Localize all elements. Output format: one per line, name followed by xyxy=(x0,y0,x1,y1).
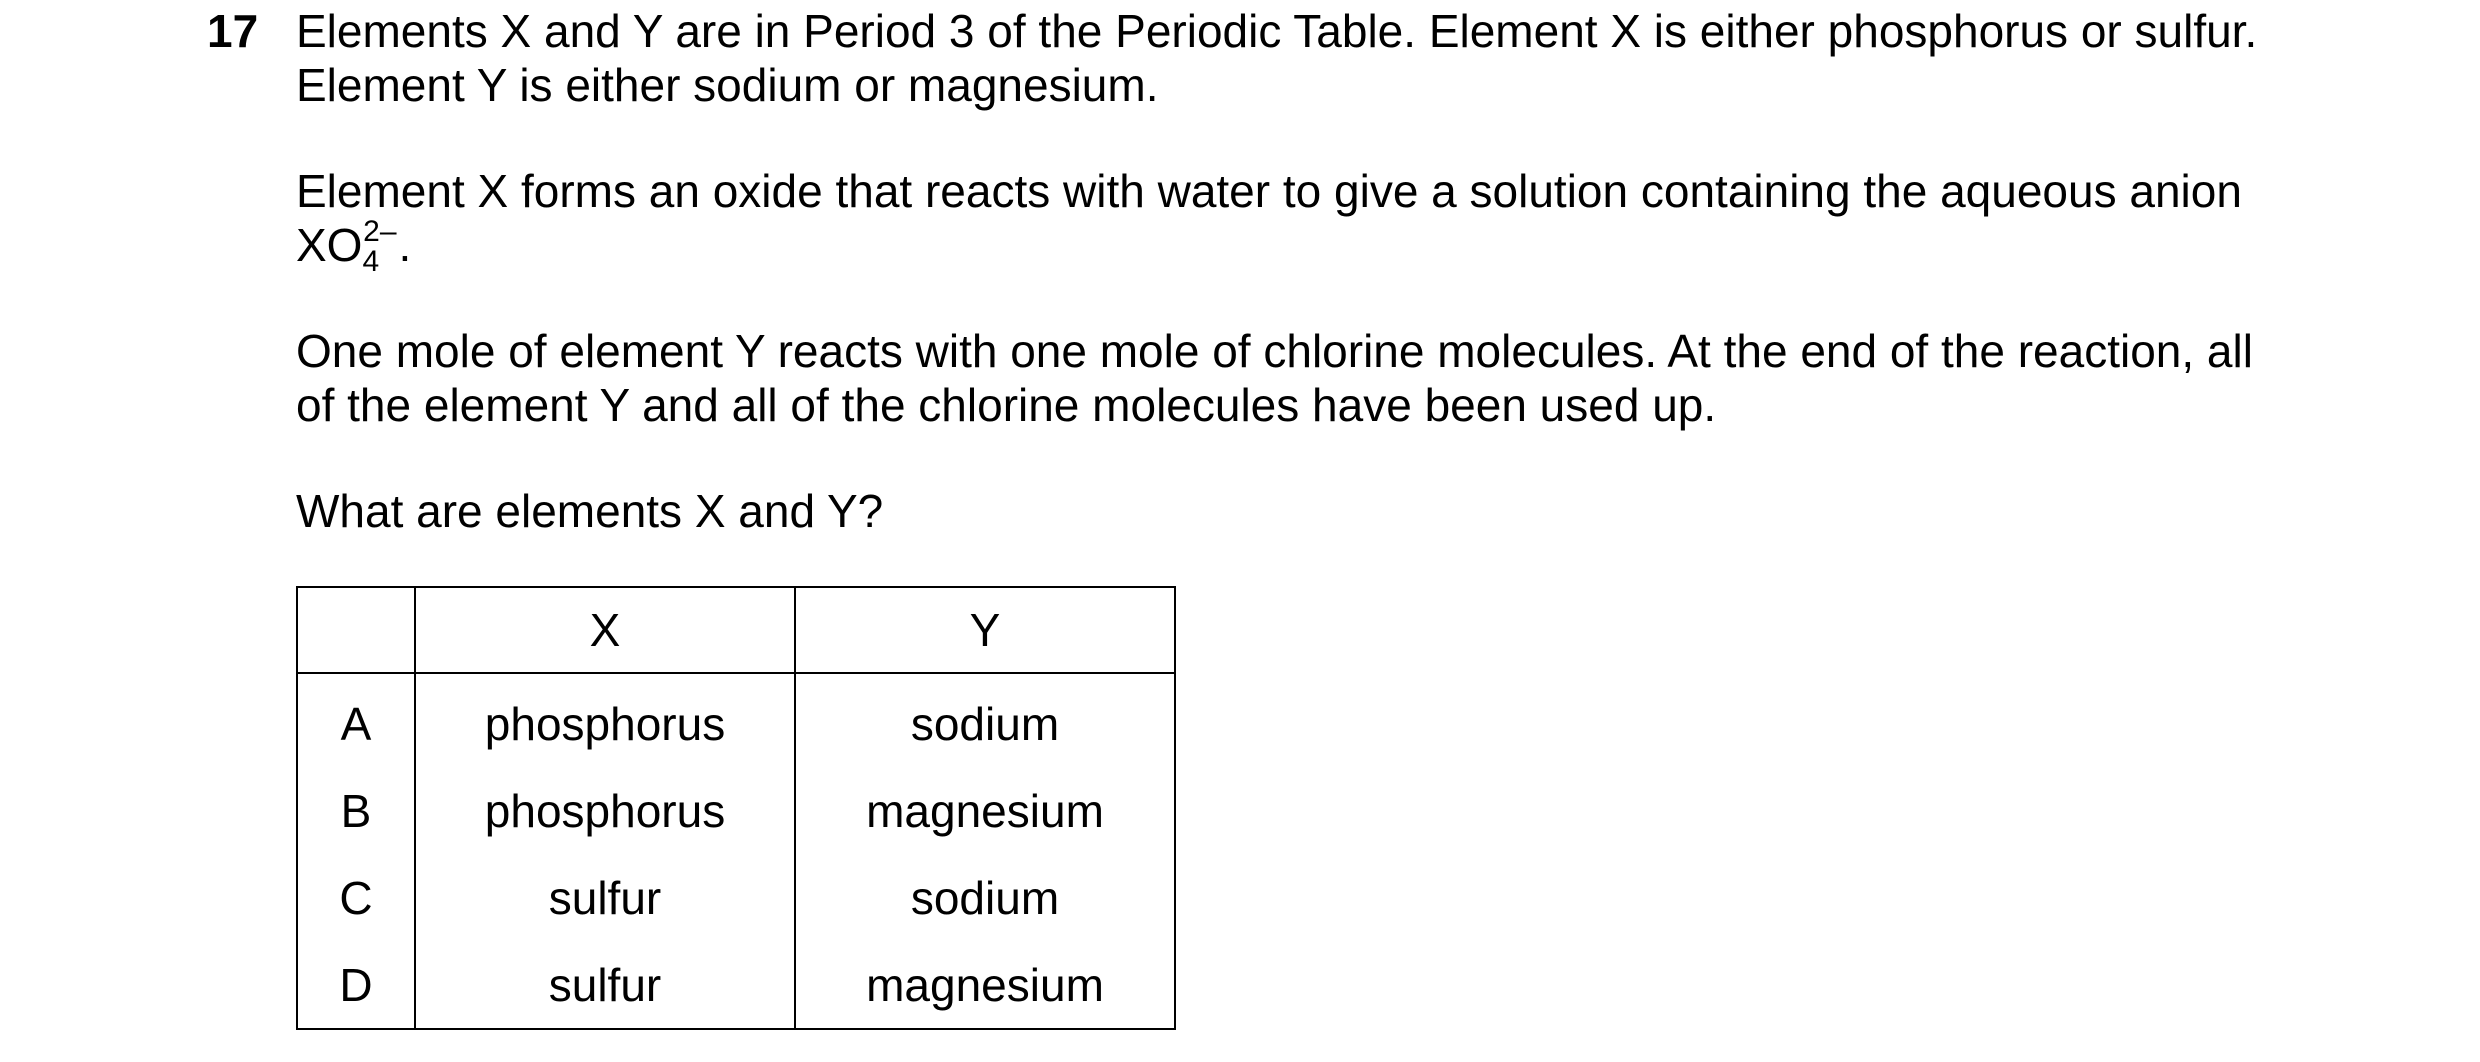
question-prompt: What are elements X and Y? xyxy=(296,485,884,537)
table-row xyxy=(297,854,1175,941)
table-row xyxy=(297,767,1175,854)
option-key: C xyxy=(297,854,415,941)
answer-options-table xyxy=(296,586,1176,1030)
question-number: 17 xyxy=(207,5,259,57)
option-x: sulfur xyxy=(415,854,795,941)
table-header-row xyxy=(297,587,1175,673)
formula-superscript: 2– xyxy=(363,215,397,248)
option-x: phosphorus xyxy=(415,767,795,854)
option-key: B xyxy=(297,767,415,854)
paragraph-chlorine xyxy=(296,324,2253,432)
paragraph-elements-intro xyxy=(296,4,2257,112)
option-y: sodium xyxy=(795,673,1175,767)
header-key xyxy=(297,587,415,673)
table-row xyxy=(297,941,1175,1029)
paragraph-line: One mole of element Y reacts with one mole of chlorine molecules. At the end of the reaction, all xyxy=(296,325,2253,377)
paragraph-line: Elements X and Y are in Period 3 of the Periodic Table. Element X is either phosphorus or sulfur. xyxy=(296,5,2258,57)
chemical-formula xyxy=(296,215,412,279)
option-x: sulfur xyxy=(415,941,795,1029)
option-key: A xyxy=(297,673,415,767)
formula-trailing: . xyxy=(398,219,412,271)
option-y: sodium xyxy=(795,854,1175,941)
paragraph-oxide xyxy=(296,164,2242,279)
option-y: magnesium xyxy=(795,767,1175,854)
paragraph-line: of the element Y and all of the chlorine molecules have been used up. xyxy=(296,379,1717,431)
paragraph-line: Element X forms an oxide that reacts with water to give a solution containing the aqueous anion xyxy=(296,165,2242,217)
formula-subscript: 4 xyxy=(362,245,380,278)
anion-formula xyxy=(296,215,2242,279)
paragraph-line: Element Y is either sodium or magnesium. xyxy=(296,59,1159,111)
header-x: X xyxy=(415,587,795,673)
formula-base: XO xyxy=(296,219,363,271)
header-y: Y xyxy=(795,587,1175,673)
option-x: phosphorus xyxy=(415,673,795,767)
table-row xyxy=(297,673,1175,767)
option-y: magnesium xyxy=(795,941,1175,1029)
option-key: D xyxy=(297,941,415,1029)
